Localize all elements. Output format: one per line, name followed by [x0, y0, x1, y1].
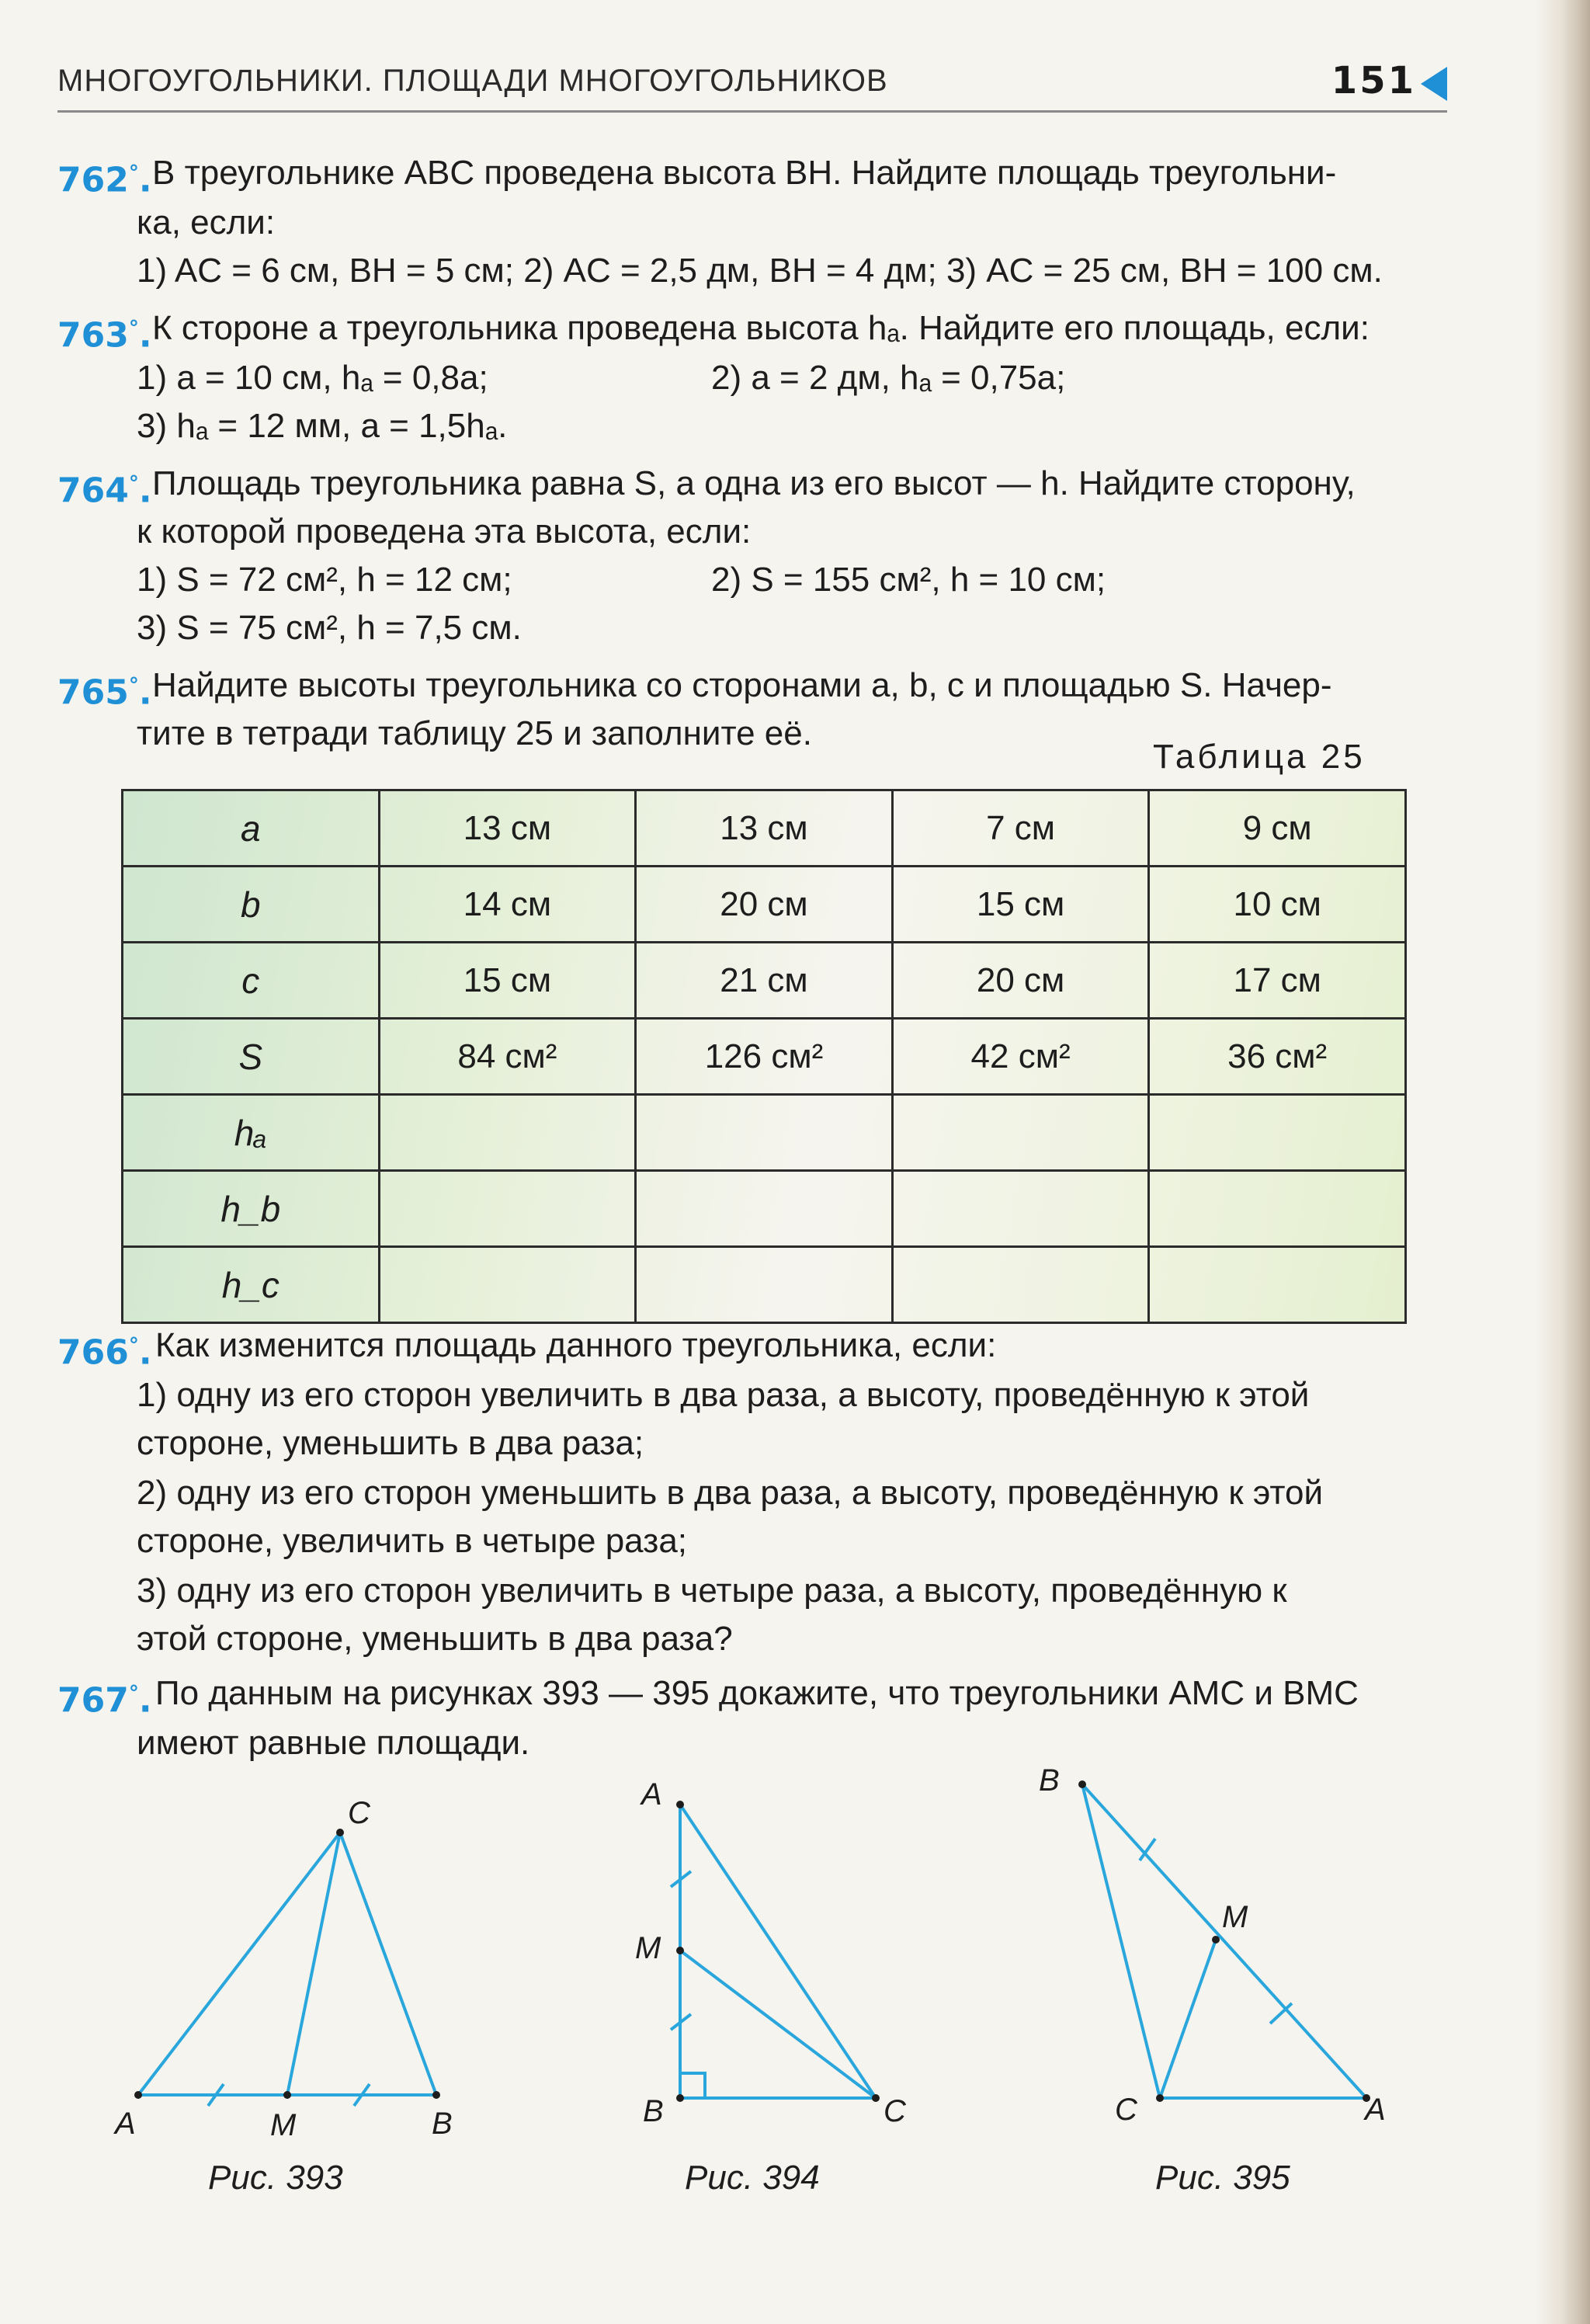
table-row-header: hₐ [123, 1095, 380, 1171]
fig395-label-c: C [1115, 2093, 1137, 2127]
fig393-median-cm [287, 1832, 340, 2095]
table-cell: 126 см² [636, 1019, 893, 1095]
fig394-label-a: A [641, 1777, 662, 1812]
figure-395 [1078, 1780, 1370, 2102]
table-row-header: b [123, 867, 380, 943]
problem-766-item-3b: этой стороне, уменьшить в два раза? [137, 1620, 733, 1658]
problem-number-764: 764°. [57, 471, 152, 511]
table-cell: 20 см [636, 867, 893, 943]
table-cell: 17 см [1149, 943, 1406, 1019]
table-cell: 15 см [892, 867, 1149, 943]
fig395-point-b [1078, 1780, 1086, 1788]
table-cell: 10 см [1149, 867, 1406, 943]
fig393-point-c [336, 1829, 344, 1836]
table-cell: 7 см [892, 790, 1149, 867]
problem-764-line-2: к которой проведена эта высота, если: [137, 512, 752, 551]
fig394-side-ac [680, 1805, 876, 2098]
problem-766-item-1a: 1) одну из его сторон увеличить в два раза, а высоту, проведённую к этой [137, 1376, 1310, 1414]
problem-762-line-3: 1) AC = 6 см, BH = 5 см; 2) AC = 2,5 дм, BH = 4 дм; 3) AC = 25 см, BH = 100 см. [137, 252, 1383, 290]
fig393-label-b: B [432, 2107, 453, 2141]
fig394-right-angle [680, 2073, 705, 2098]
table-cell: 14 см [379, 867, 636, 943]
problem-766-item-2a: 2) одну из его сторон уменьшить в два раза, а высоту, проведённую к этой [137, 1474, 1324, 1512]
figure-394 [671, 1801, 880, 2102]
problem-number-766: 766°. [57, 1332, 152, 1373]
figure-393 [134, 1829, 440, 2106]
problem-764-line-1: Площадь треугольника равна S, а одна из его высот — h. Найдите сторону, [152, 464, 1356, 502]
table-cell: 15 см [379, 943, 636, 1019]
chapter-title: МНОГОУГОЛЬНИКИ. ПЛОЩАДИ МНОГОУГОЛЬНИКОВ [57, 64, 888, 98]
fig395-label-m: M [1222, 1900, 1248, 1934]
problem-number-763: 763°. [57, 315, 152, 356]
problem-number-762: 762°. [57, 160, 152, 200]
fig394-label-m: M [635, 1931, 661, 1965]
fig395-label-a: A [1365, 2093, 1386, 2127]
table-cell: 36 см² [1149, 1019, 1406, 1095]
fig394-caption: Рис. 394 [685, 2159, 820, 2197]
problem-763-line-1: К стороне a треугольника проведена высота hₐ. Найдите его площадь, если: [152, 309, 1370, 347]
fig394-label-b: B [643, 2094, 664, 2128]
fig394-label-c: C [884, 2094, 906, 2128]
problem-764-item-3: 3) S = 75 см², h = 7,5 см. [137, 609, 522, 647]
fig393-label-a: A [115, 2107, 136, 2141]
table-cell: 21 см [636, 943, 893, 1019]
fig395-side-ba [1082, 1784, 1366, 2098]
table-cell: 13 см [379, 790, 636, 867]
problem-number-767: 767°. [57, 1680, 152, 1721]
problem-766-line-1: Как изменится площадь данного треугольника, если: [155, 1326, 997, 1364]
table-caption: Таблица 25 [1153, 738, 1366, 776]
table-row-header: h_b [123, 1171, 380, 1247]
problem-762-line-1: В треугольнике ABC проведена высота BH. Найдите площадь треугольни- [152, 154, 1337, 192]
fig394-point-a [676, 1801, 684, 1808]
table-cell: 84 см² [379, 1019, 636, 1095]
fig393-side-bc [340, 1832, 436, 2095]
fig395-caption: Рис. 395 [1155, 2159, 1290, 2197]
fig393-label-c: C [348, 1796, 370, 1830]
table-cell: 20 см [892, 943, 1149, 1019]
problem-766-item-2b: стороне, увеличить в четыре раза; [137, 1522, 688, 1560]
fig393-point-m [283, 2091, 291, 2099]
fig394-point-b [676, 2094, 684, 2102]
problem-number-765: 765°. [57, 672, 152, 713]
problem-765-line-2: тите в тетради таблицу 25 и заполните её. [137, 714, 812, 752]
fig393-side-ac [138, 1832, 340, 2095]
problem-767-line-1: По данным на рисунках 393 — 395 докажите, что треугольники AMC и BMC [155, 1674, 1359, 1712]
fig395-point-c [1156, 2094, 1164, 2102]
table-cell: 9 см [1149, 790, 1406, 867]
fig395-median-cm [1160, 1940, 1216, 2098]
fig394-point-c [872, 2094, 880, 2102]
problem-763-item-1: 1) a = 10 см, hₐ = 0,8a; [137, 359, 488, 397]
fig394-point-m [676, 1947, 684, 1954]
table-cell: 42 см² [892, 1019, 1149, 1095]
page-number: 151 [1331, 59, 1416, 102]
fig393-label-m: M [270, 2108, 297, 2142]
table-row-header: c [123, 943, 380, 1019]
table-cell: 13 см [636, 790, 893, 867]
table-row-header: h_c [123, 1247, 380, 1323]
problem-766-item-3a: 3) одну из его сторон увеличить в четыре раза, а высоту, проведённую к [137, 1572, 1287, 1610]
problem-762-line-2: ка, если: [137, 203, 276, 241]
fig395-point-m [1212, 1936, 1220, 1944]
fig393-point-b [432, 2091, 440, 2099]
fig395-label-b: B [1039, 1763, 1060, 1798]
problem-764-item-1: 1) S = 72 см², h = 12 см; [137, 561, 512, 599]
fig393-caption: Рис. 393 [208, 2159, 343, 2197]
fig394-median-cm [680, 1951, 876, 2098]
table-row-header: S [123, 1019, 380, 1095]
problem-763-item-2: 2) a = 2 дм, hₐ = 0,75a; [711, 359, 1066, 397]
problem-763-item-3: 3) hₐ = 12 мм, a = 1,5hₐ. [137, 407, 508, 445]
problem-766-item-1b: стороне, уменьшить в два раза; [137, 1424, 644, 1462]
problem-767-line-2: имеют равные площади. [137, 1724, 530, 1762]
table-row-header: a [123, 790, 380, 867]
fig395-side-bc [1082, 1784, 1160, 2098]
problem-764-item-2: 2) S = 155 см², h = 10 см; [711, 561, 1106, 599]
problem-765-line-1: Найдите высоты треугольника со сторонами a, b, c и площадью S. Начер- [152, 666, 1332, 704]
fig393-point-a [134, 2091, 142, 2099]
